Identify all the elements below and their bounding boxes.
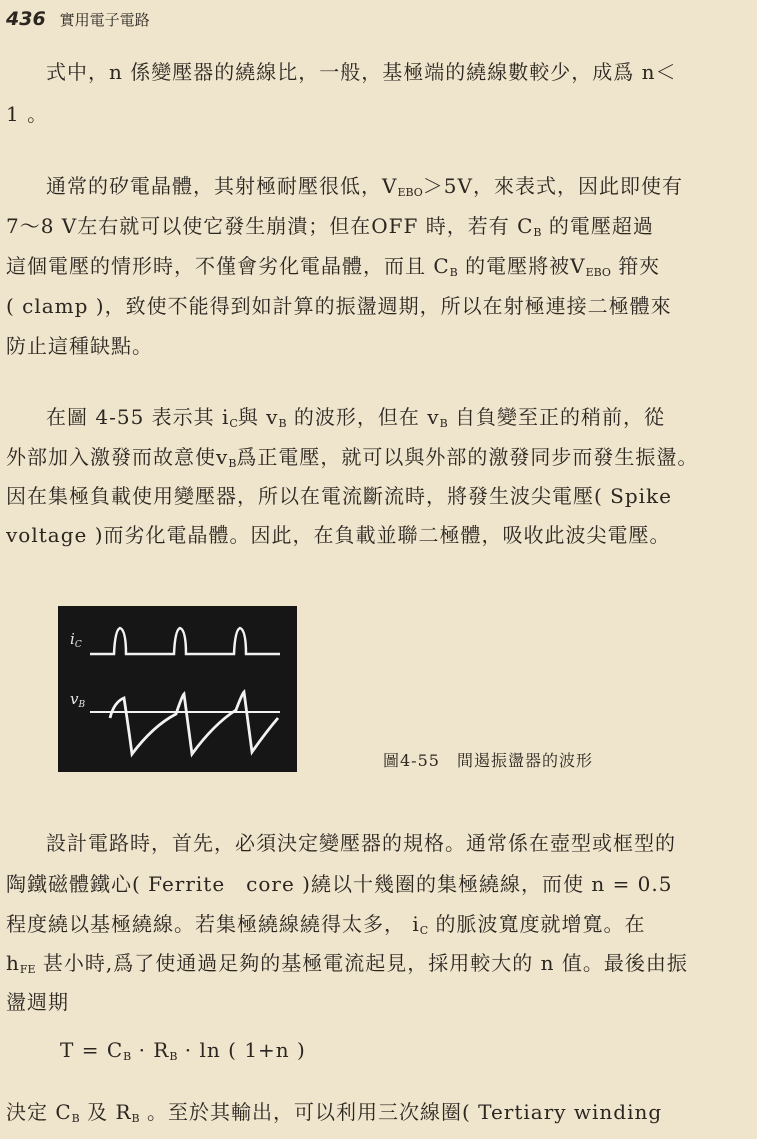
text-line: 1 。: [6, 102, 49, 126]
text-line: 決定 $C_B$ 及 $R_B$ 。至於其輸出，可以利用三次線圈( Tertiary winding: [6, 1100, 663, 1125]
text-line: voltage )而劣化電晶體。因此，在負載並聯二極體，吸收此波尖電壓。: [6, 523, 671, 547]
text-line: 陶鐵磁體鐵心( Ferrite core )繞以十幾圈的集極繞線，而使 n = 0.5: [6, 872, 673, 896]
text-line: 因在集極負載使用變壓器，所以在電流斷流時，將發生波尖電壓( Spike: [6, 484, 673, 508]
page-number: 436: [6, 8, 46, 30]
text-line: 式中，n 係變壓器的繞線比，一般，基極端的繞線數較少，成爲 n＜: [46, 60, 677, 84]
book-title: 實用電子電路: [59, 11, 150, 29]
text-line: 外部加入激發而故意使$v_B$爲正電壓，就可以與外部的激發同步而發生振盪。: [6, 445, 699, 470]
waveform-graphic: [58, 606, 297, 772]
oscilloscope-figure: [58, 606, 297, 772]
text-line: 設計電路時，首先，必須決定變壓器的規格。通常係在壺型或框型的: [46, 831, 676, 855]
period-formula: $T = C_B \cdot R_B \cdot \ln$ ( 1+n ): [60, 1038, 306, 1063]
text-line: 在圖 4‑55 表示其 $i_C$與 $v_B$ 的波形，但在 $v_B$ 自負變至正的稍前，從: [46, 405, 666, 430]
text-line: 程度繞以基極繞線。若集極繞線繞得太多， $i_C$ 的脈波寬度就增寬。在: [6, 912, 646, 937]
text-line: 7～8 V左右就可以使它發生崩潰；但在OFF 時，若有 $C_B$ 的電壓超過: [6, 214, 654, 239]
text-line: 通常的矽電晶體，其射極耐壓很低，$V_{EBO}>5V$，來表式，因此即使有: [46, 174, 683, 199]
text-line: 防止這種缺點。: [6, 334, 153, 358]
vb-label: $v_B$: [70, 690, 86, 710]
ic-label: $i_C$: [70, 630, 82, 650]
figure-caption: 圖4‑55 間遏振盪器的波形: [383, 751, 593, 770]
text-line: $h_{FE}$ 甚小時,爲了使通過足夠的基極電流起見，採用較大的 n 值。最後由振: [6, 951, 688, 976]
text-line: ( clamp )，致使不能得到如計算的振盪週期，所以在射極連接二極體來: [6, 294, 672, 318]
text-line: 這個電壓的情形時，不僅會劣化電晶體，而且 $C_B$ 的電壓將被$V_{EBO}$ 箝夾: [6, 254, 661, 279]
text-line: 盪週期: [6, 990, 69, 1014]
ic-waveform: [90, 628, 280, 654]
vb-waveform: [110, 692, 278, 754]
page-header: [6, 8, 150, 38]
